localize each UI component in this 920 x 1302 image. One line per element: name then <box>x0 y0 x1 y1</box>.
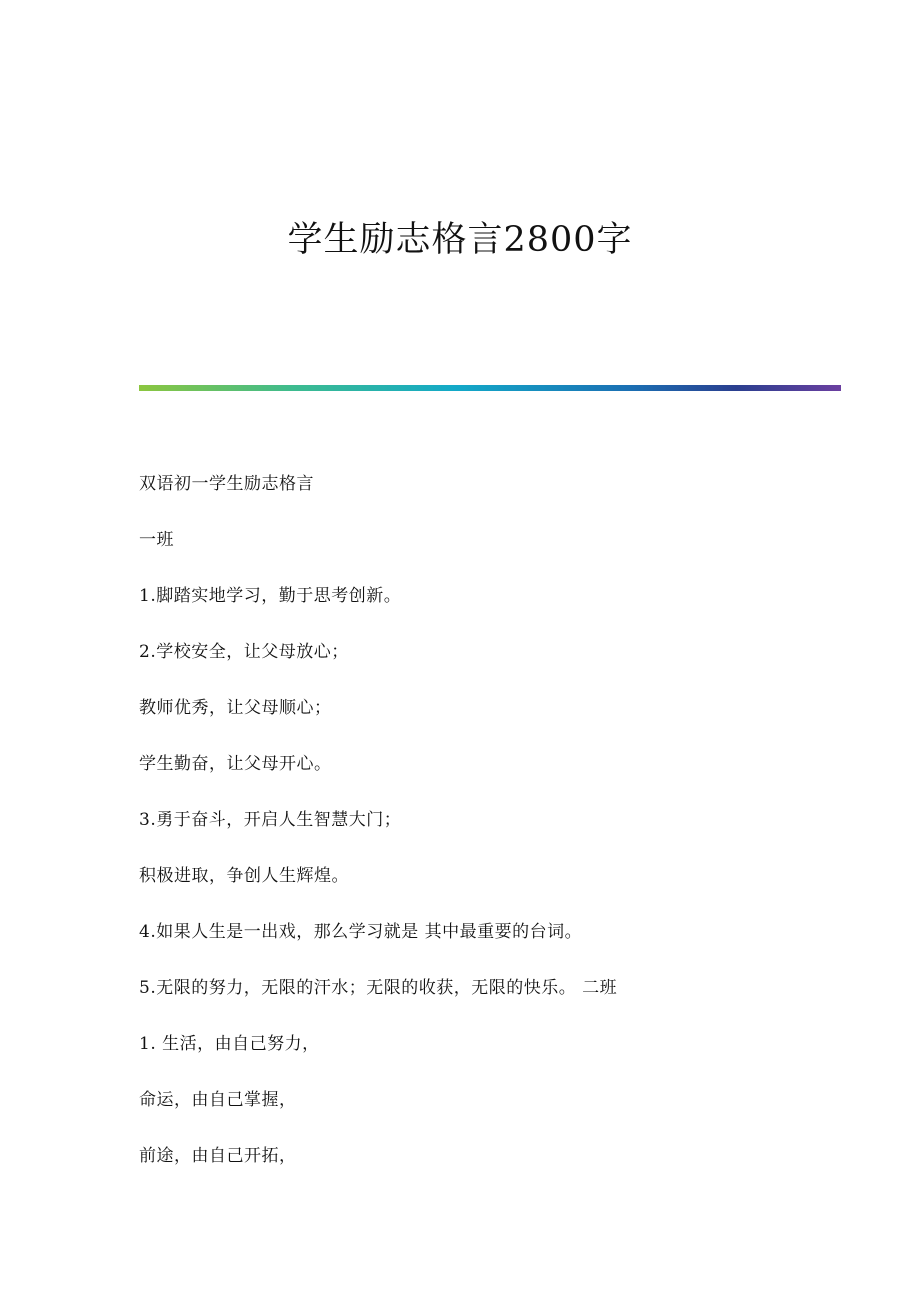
text-line: 1.脚踏实地学习，勤于思考创新。 <box>139 586 402 606</box>
gradient-divider <box>139 385 841 391</box>
text-line: 积极进取，争创人生辉煌。 <box>139 866 349 886</box>
text-line: 5.无限的努力，无限的汗水；无限的收获，无限的快乐。 二班 <box>139 978 618 998</box>
text-line: 3.勇于奋斗，开启人生智慧大门； <box>139 810 402 830</box>
text-line: 学生勤奋，让父母开心。 <box>139 754 332 774</box>
text-line: 前途，由自己开拓， <box>139 1146 297 1166</box>
text-line: 1. 生活，由自己努力， <box>139 1034 320 1054</box>
text-line: 命运，由自己掌握， <box>139 1090 297 1110</box>
document-title: 学生励志格言2800字 <box>287 220 633 260</box>
text-line: 教师优秀，让父母顺心； <box>139 698 332 718</box>
text-line: 双语初一学生励志格言 <box>139 474 314 494</box>
text-line: 4.如果人生是一出戏，那么学习就是 其中最重要的台词。 <box>139 922 583 942</box>
text-line: 2.学校安全，让父母放心； <box>139 642 349 662</box>
text-line: 一班 <box>139 530 174 550</box>
